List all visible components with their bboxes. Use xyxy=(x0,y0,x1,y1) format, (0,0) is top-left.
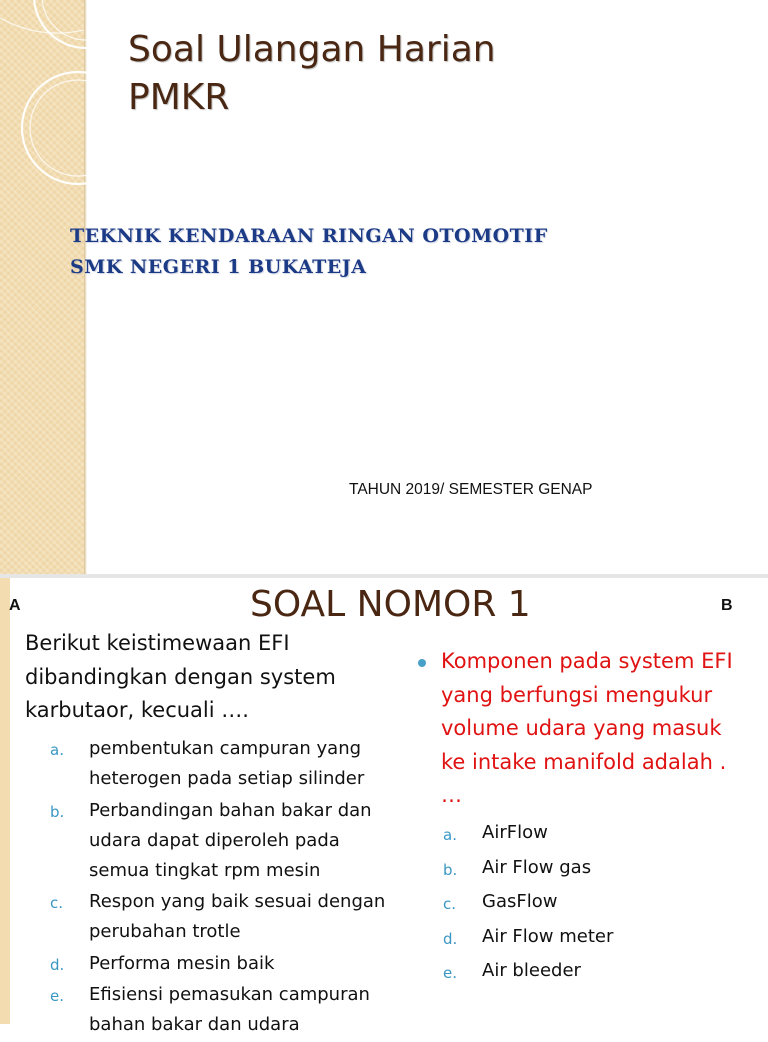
subtitle-line: SMK NEGERI 1 BUKATEJA xyxy=(70,256,367,278)
option-text: Perbandingan bahan bakar dan udara dapat diperoleh pada semua tingkat rpm mesin xyxy=(89,799,372,881)
option-item xyxy=(443,920,743,955)
slide-title xyxy=(128,26,728,122)
option-item xyxy=(48,949,388,979)
option-letter: c. xyxy=(50,894,64,912)
decorative-side-strip xyxy=(0,578,10,1024)
question-a-options xyxy=(48,734,388,1042)
option-text: Air Flow gas xyxy=(482,856,592,878)
option-text: Efisiensi pemasukan campuran bahan bakar dan udara xyxy=(89,984,370,1035)
option-letter: a. xyxy=(50,741,64,759)
option-item xyxy=(443,954,743,989)
option-letter: b. xyxy=(443,860,458,879)
bullet-dot-icon xyxy=(418,659,426,667)
option-text: Respon yang baik sesuai dengan perubahan trotle xyxy=(89,891,386,942)
option-item xyxy=(443,851,743,886)
option-item xyxy=(48,796,388,886)
question-slide xyxy=(0,578,768,1035)
question-a-text: Berikut keistimewaan EFI dibandingkan dengan system karbutaor, kecuali …. xyxy=(25,631,336,722)
option-text: Air bleeder xyxy=(482,960,581,981)
option-item xyxy=(48,734,388,794)
option-item xyxy=(443,816,743,851)
option-text: AirFlow xyxy=(482,822,548,843)
option-letter: d. xyxy=(50,955,65,974)
option-letter: c. xyxy=(443,895,457,913)
slide-title-line: PMKR xyxy=(128,77,230,118)
question-b-text: Komponen pada system EFI yang berfungsi mengukur volume udara yang masuk ke intake manifold adalah . … xyxy=(441,649,733,807)
option-item xyxy=(443,885,743,920)
year-semester-text: TAHUN 2019/ SEMESTER GENAP xyxy=(349,481,593,498)
slide-subtitle xyxy=(70,221,710,283)
option-text: Performa mesin baik xyxy=(89,952,275,974)
option-letter: a. xyxy=(443,826,457,844)
option-letter: d. xyxy=(443,929,458,948)
option-letter: e. xyxy=(50,987,64,1005)
option-text: GasFlow xyxy=(482,891,558,912)
option-text: pembentukan campuran yang heterogen pada setiap silinder xyxy=(89,738,365,789)
option-text: Air Flow meter xyxy=(482,925,614,947)
option-item xyxy=(48,887,388,947)
subtitle-line: TEKNIK KENDARAAN RINGAN OTOMOTIF xyxy=(70,225,548,247)
option-item xyxy=(48,980,388,1040)
option-letter: b. xyxy=(50,802,65,821)
question-slide-title: SOAL NOMOR 1 xyxy=(250,584,531,625)
question-b-options xyxy=(443,816,743,989)
option-letter: e. xyxy=(443,964,457,982)
slide-title-line: Soal Ulangan Harian xyxy=(128,29,496,70)
column-label-a: A xyxy=(9,597,21,614)
column-label-b: B xyxy=(721,597,733,614)
